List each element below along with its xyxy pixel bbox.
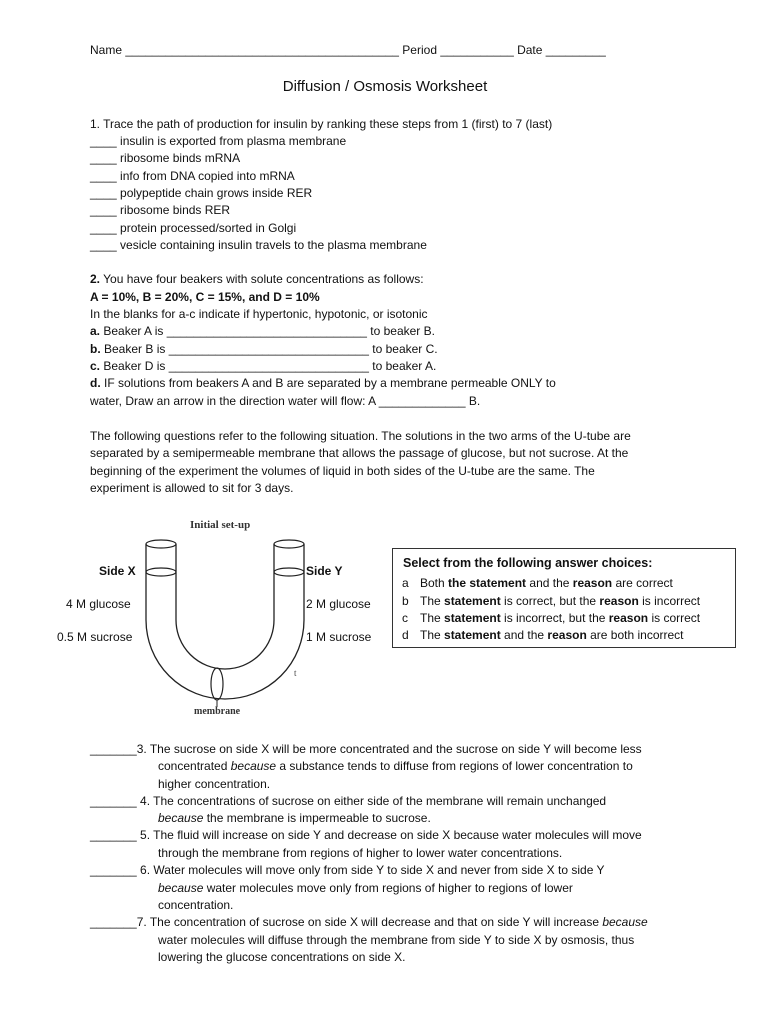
q1-step-label: protein processed/sorted in Golgi xyxy=(120,221,297,235)
q1-step-label: ribosome binds RER xyxy=(120,203,231,217)
choice-text: the statement xyxy=(448,576,527,590)
choice-text: is correct xyxy=(648,611,701,625)
q7-line[interactable] xyxy=(90,914,648,931)
choice-text: reason xyxy=(599,594,639,608)
q2-number: 2. xyxy=(90,272,101,286)
q2b-text[interactable]: Beaker B is ______________________________ to beaker C. xyxy=(100,342,438,356)
q1-step[interactable] xyxy=(90,185,312,202)
u-tube-diagram xyxy=(140,510,310,720)
q1-blank[interactable]: ____ xyxy=(90,221,117,235)
side-y-sucrose: 1 M sucrose xyxy=(306,630,372,644)
q4-because: because xyxy=(158,811,204,825)
page-title: Diffusion / Osmosis Worksheet xyxy=(282,78,488,95)
choice-letter: c xyxy=(402,611,408,625)
q2-intro xyxy=(90,271,424,288)
membrane-label: membrane xyxy=(194,706,241,717)
q1-step[interactable] xyxy=(90,202,230,219)
q4-text: the membrane is impermeable to sucrose. xyxy=(203,811,431,825)
q1-step-label: vesicle containing insulin travels to the plasma membrane xyxy=(120,238,427,252)
side-x-sucrose: 0.5 M sucrose xyxy=(57,630,133,644)
q2-intro-text: You have four beakers with solute concentrations as follows: xyxy=(100,272,424,286)
choice-text: reason xyxy=(547,628,587,642)
situation-line: The following questions refer to the following situation. The solutions in the two arms of the U-tube are xyxy=(90,429,631,443)
q6-line xyxy=(158,880,573,897)
situation-line: beginning of the experiment the volumes of liquid in both sides of the U-tube are the same. The xyxy=(90,464,595,478)
q2-instructions: In the blanks for a-c indicate if hypertonic, hypotonic, or isotonic xyxy=(90,307,428,321)
q2c[interactable] xyxy=(90,358,436,375)
q7-line: water molecules will diffuse through the membrane from side Y to side X by osmosis, thus xyxy=(158,933,635,947)
q2d-text: IF solutions from beakers A and B are separated by a membrane permeable ONLY to xyxy=(100,376,556,390)
choice-c xyxy=(402,611,700,625)
q2c-text[interactable]: Beaker D is ______________________________ to beaker A. xyxy=(100,359,437,373)
q3-text: concentrated xyxy=(158,759,231,773)
choice-text: Both xyxy=(420,576,449,590)
choice-text: reason xyxy=(572,576,613,590)
q5-line[interactable]: _______ 5. The fluid will increase on side Y and decrease on side X because water molecules will move xyxy=(90,828,642,842)
q6-because: because xyxy=(158,881,204,895)
q1-step-label: polypeptide chain grows inside RER xyxy=(120,186,313,200)
situation-line: experiment is allowed to sit for 3 days. xyxy=(90,481,294,495)
q1-step-label: info from DNA copied into mRNA xyxy=(120,169,295,183)
header-name-period-date[interactable]: Name _________________________________________ Period ___________ Date _________ xyxy=(90,43,606,57)
choice-text: statement xyxy=(444,611,501,625)
side-y-label: Side Y xyxy=(306,564,343,578)
choice-b xyxy=(402,594,700,608)
choice-text: and the xyxy=(526,576,573,590)
q1-blank[interactable]: ____ xyxy=(90,134,117,148)
side-y-glucose: 2 M glucose xyxy=(306,597,371,611)
q3-text: a substance tends to diffuse from regions of lower concentration to xyxy=(276,759,633,773)
q1-prompt: 1. Trace the path of production for insulin by ranking these steps from 1 (first) to 7 (last) xyxy=(90,117,553,131)
q5-line: through the membrane from regions of higher to lower water concentrations. xyxy=(158,846,563,860)
q7-because: because xyxy=(602,915,648,929)
q2d-label: d. xyxy=(90,376,101,390)
choice-text: is incorrect xyxy=(638,594,701,608)
q2a-label: a. xyxy=(90,324,101,338)
choice-a xyxy=(402,576,673,590)
choice-text: are correct xyxy=(612,576,673,590)
choice-text: are both incorrect xyxy=(586,628,684,642)
figure-caption: Initial set-up xyxy=(190,519,251,531)
q2d-line2[interactable]: water, Draw an arrow in the direction water will flow: A _____________ B. xyxy=(90,394,481,408)
q1-blank[interactable]: ____ xyxy=(90,151,117,165)
choice-letter: d xyxy=(402,628,409,642)
q3-line: higher concentration. xyxy=(158,777,271,791)
q1-step[interactable] xyxy=(90,150,240,167)
q1-step[interactable] xyxy=(90,237,427,254)
side-x-glucose: 4 M glucose xyxy=(66,597,131,611)
q2b-label: b. xyxy=(90,342,101,356)
q1-blank[interactable]: ____ xyxy=(90,203,117,217)
q7-line: lowering the glucose concentrations on side X. xyxy=(158,950,406,964)
q6-line: concentration. xyxy=(158,898,234,912)
choice-text: is correct, but the xyxy=(500,594,600,608)
q7-text[interactable]: _______7. The concentration of sucrose on side X will decrease and that on side Y will increase xyxy=(90,915,603,929)
choice-text: The xyxy=(420,611,445,625)
q2a[interactable] xyxy=(90,323,435,340)
side-x-label: Side X xyxy=(99,564,136,578)
q2d xyxy=(90,375,556,392)
choice-text: is incorrect, but the xyxy=(500,611,609,625)
choice-letter: a xyxy=(402,576,409,590)
q2-concentrations: A = 10%, B = 20%, C = 15%, and D = 10% xyxy=(90,290,320,304)
q6-line[interactable]: _______ 6. Water molecules will move only from side Y to side X and never from side X to side Y xyxy=(90,863,605,877)
q3-because: because xyxy=(230,759,277,773)
choice-text: and the xyxy=(500,628,548,642)
q3-line[interactable]: _______3. The sucrose on side X will be more concentrated and the sucrose on side Y will become less xyxy=(90,742,642,756)
choice-text: The xyxy=(420,628,445,642)
q1-step[interactable] xyxy=(90,168,295,185)
q3-line xyxy=(158,758,633,775)
q2a-text[interactable]: Beaker A is ______________________________ to beaker B. xyxy=(100,324,435,338)
q1-step[interactable] xyxy=(90,220,296,237)
choice-d xyxy=(402,628,684,642)
figure-tick-mark: t xyxy=(294,668,297,678)
q2c-label: c. xyxy=(90,359,101,373)
q1-blank[interactable]: ____ xyxy=(90,238,117,252)
choice-text: The xyxy=(420,594,445,608)
answer-choices-box xyxy=(392,548,736,648)
q4-line[interactable]: _______ 4. The concentrations of sucrose on either side of the membrane will remain unchanged xyxy=(90,794,607,808)
q6-text: water molecules move only from regions of higher to regions of lower xyxy=(203,881,573,895)
membrane-shape xyxy=(211,668,223,700)
situation-line: separated by a semipermeable membrane that allows the passage of glucose, but not sucrose. At the xyxy=(90,446,629,460)
q1-blank[interactable]: ____ xyxy=(90,186,117,200)
q2b[interactable] xyxy=(90,341,438,358)
q1-step-label: insulin is exported from plasma membrane xyxy=(120,134,347,148)
choice-text: statement xyxy=(444,628,501,642)
answer-choices-title: Select from the following answer choices: xyxy=(403,556,653,570)
q1-blank[interactable]: ____ xyxy=(90,169,117,183)
choice-letter: b xyxy=(402,594,409,608)
q1-step-label: ribosome binds mRNA xyxy=(120,151,241,165)
q4-line xyxy=(158,810,431,827)
q1-step[interactable] xyxy=(90,133,346,150)
choice-text: reason xyxy=(608,611,649,625)
choice-text: statement xyxy=(444,594,501,608)
